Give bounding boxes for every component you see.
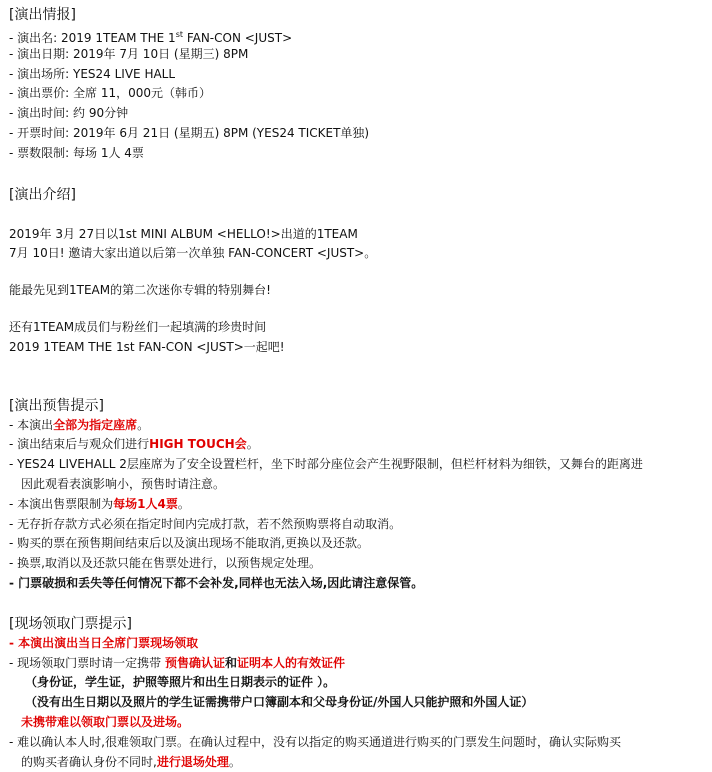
ticket-notice-document	[9, 0, 707, 772]
info-item-name	[9, 25, 707, 45]
ordinal-suffix: st	[175, 30, 183, 39]
highlight-text: 进行退场处理	[156, 754, 229, 769]
presale-notice-5: - 无存折存款方式必须在指定时间内完成打款，若不然预购票将自动取消。	[9, 516, 402, 531]
info-item-prefix: -	[9, 31, 18, 45]
pickup-notice-2	[9, 654, 707, 674]
section-header-onsite-pickup: [现场领取门票提示]	[9, 615, 132, 632]
intro-paragraph-3-line-2: 2019 1TEAM THE 1st FAN-CON <JUST>一起吧!	[9, 339, 285, 354]
info-item-venue: - 演出场所: YES24 LIVE HALL	[9, 66, 176, 81]
info-item-duration: - 演出时间: 约 90分钟	[9, 106, 129, 121]
pickup-notice-4: （没有出生日期以及照片的学生证需携带户口簿副本和父母身份证/外国人只能护照和外国人证）	[25, 695, 534, 710]
highlight-text: 预售确认证	[164, 655, 225, 670]
pickup-notice-7	[9, 753, 707, 772]
presale-notice-1	[9, 416, 707, 436]
presale-notice-7: - 换票,取消以及还款只能在售票处进行，以预售规定处理。	[9, 556, 321, 571]
presale-notice-3-line-1: - YES24 LIVEHALL 2层座席为了安全设置栏杆，坐下时部分座位会产生视野限制，但栏杆材料为细铁，又舞台的距离进	[9, 457, 643, 472]
notice-text: - 演出结束后与观众们进行	[9, 437, 150, 452]
notice-text: 的购买者确认身份不同时,	[21, 754, 157, 769]
intro-paragraph-3-line-1: 还有1TEAM成员们与粉丝们一起填满的珍贵时间	[9, 319, 267, 334]
notice-text: 和	[224, 655, 237, 670]
presale-notice-6: - 购买的票在预售期间结束后以及演出现场不能取消,更换以及还款。	[9, 536, 369, 551]
pickup-notice-6: - 难以确认本人时,很难领取门票。在确认过程中，没有以指定的购买通道进行购买的门票发生问题时，确认实际购买	[9, 734, 621, 749]
intro-paragraph-1-line-2: 7月 10日! 邀请大家出道以后第一次单独 FAN-CONCERT <JUST>。	[9, 246, 377, 261]
highlight-text: HIGH TOUCH会	[149, 437, 247, 452]
info-item-text: 演出名: 2019 1TEAM THE 1	[17, 31, 176, 45]
notice-text: 。	[137, 417, 150, 432]
pickup-notice-5: 未携带难以领取门票以及进场。	[21, 714, 190, 729]
highlight-text: 每场1人4票	[113, 496, 178, 511]
presale-notice-3-line-2: 因此观看表演影响小，预售时请注意。	[21, 476, 226, 491]
intro-paragraph-1-line-1: 2019年 3月 27日以1st MINI ALBUM <HELLO!>出道的1TEAM	[9, 226, 358, 241]
notice-text: - 本演出	[9, 417, 54, 432]
presale-notice-8: - 门票破损和丢失等任何情况下都不会补发,同样也无法入场,因此请注意保管。	[9, 575, 424, 590]
intro-paragraph-2: 能最先见到1TEAM的第二次迷你专辑的特别舞台!	[9, 283, 271, 298]
notice-text: - 现场领取门票时请一定携带	[9, 655, 165, 670]
info-item-price: - 演出票价: 全席 11，000元（韩币）	[9, 86, 211, 101]
notice-text: 。	[177, 496, 190, 511]
notice-text: 。	[228, 754, 241, 769]
info-item-sale-time: - 开票时间: 2019年 6月 21日 (星期五) 8PM (YES24 TICKET单独)	[9, 125, 370, 140]
notice-text: 。	[246, 437, 259, 452]
pickup-notice-3: （身份证，学生证，护照等照片和出生日期表示的证件 ）。	[25, 675, 336, 690]
section-header-performance-info: [演出情报]	[9, 7, 76, 23]
presale-notice-2	[9, 435, 707, 455]
notice-text: - 本演出售票限制为	[9, 496, 114, 511]
section-header-presale-notice: [演出预售提示]	[9, 397, 104, 414]
performance-info-list	[9, 25, 707, 164]
pickup-notice-1: - 本演出演出当日全席门票现场领取	[9, 635, 199, 650]
info-item-date: - 演出日期: 2019年 7月 10日 (星期三) 8PM	[9, 46, 249, 61]
info-item-ticket-limit: - 票数限制: 每场 1人 4票	[9, 145, 144, 160]
highlight-text: 全部为指定座席	[53, 417, 138, 432]
section-header-introduction: [演出介绍]	[9, 186, 76, 203]
presale-notice-4	[9, 495, 707, 515]
highlight-text: 证明本人的有效证件	[237, 655, 346, 670]
info-item-text-rest: FAN-CON <JUST>	[183, 31, 293, 45]
